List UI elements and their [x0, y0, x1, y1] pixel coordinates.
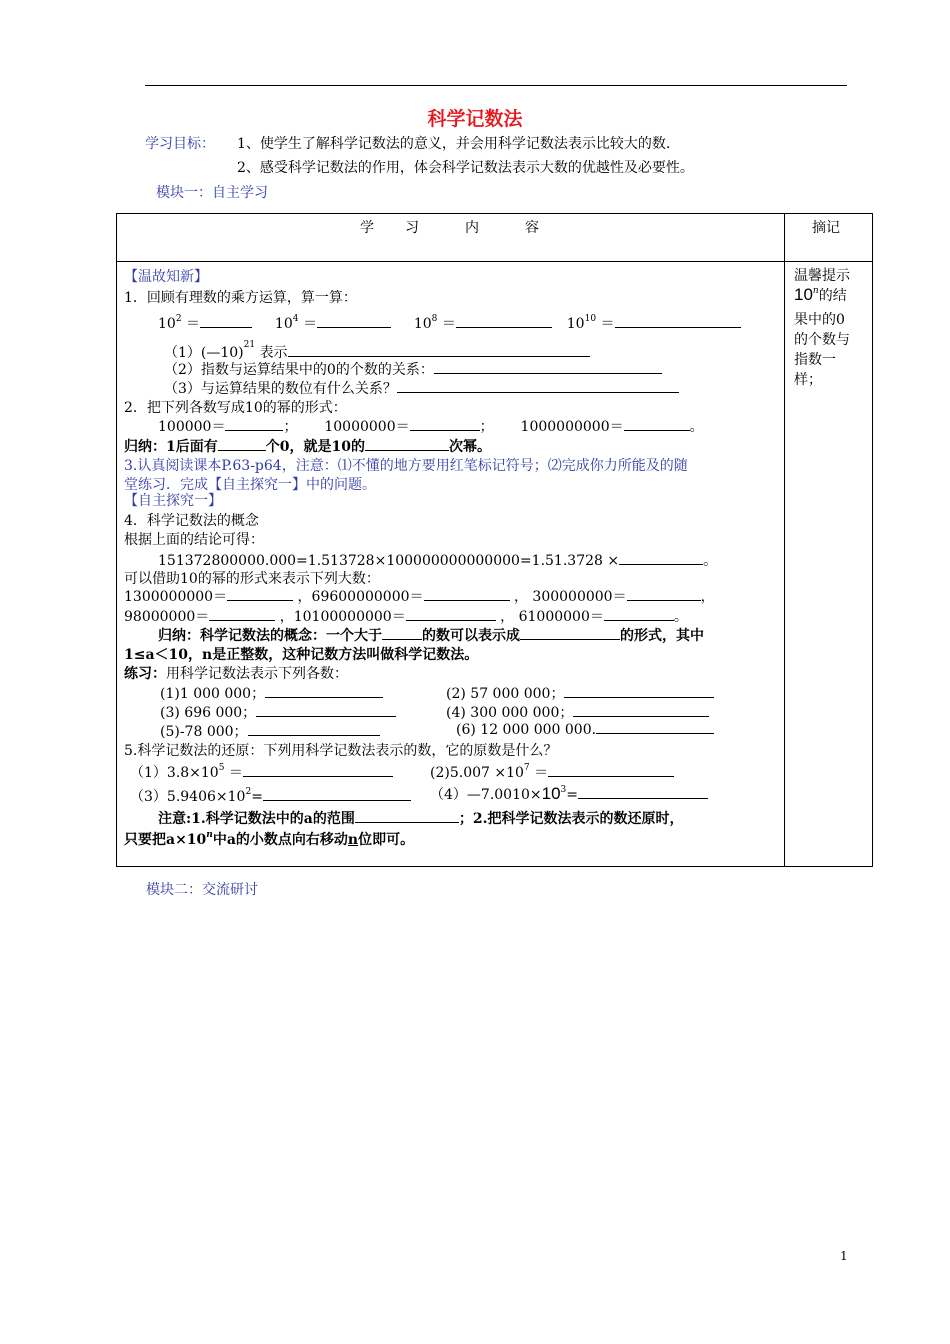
equals-sign: ＝: [186, 316, 201, 332]
def-post: 的形式，其中: [620, 628, 704, 644]
def-mid: 的数可以表示成: [422, 628, 520, 644]
s1-exp: 21: [243, 340, 256, 350]
bn-5: 98000000＝: [124, 609, 210, 625]
note-pre: 注意:1.科学记数法中的a的范围: [158, 811, 355, 827]
answer-blank[interactable]: [596, 721, 714, 734]
notes-power-exp: n: [812, 286, 819, 296]
bn-1: 1300000000＝: [124, 589, 228, 605]
restore-exp: 5: [218, 763, 225, 773]
answer-blank[interactable]: [317, 315, 391, 328]
explore-intro: 可以借助10的幂的形式来表示下列大数：: [124, 571, 380, 587]
restore-text: （4）—7.0010×: [430, 787, 542, 803]
answer-blank[interactable]: [265, 685, 383, 698]
bn-7: ， 61000000＝: [500, 609, 604, 625]
def-pre: 归纳：科学记数法的概念：一个大于: [158, 628, 382, 644]
exercise-text: (3) 696 000；: [160, 705, 257, 721]
exercise-2: [446, 683, 714, 703]
explore-q4: 4．科学记数法的概念: [124, 513, 259, 529]
answer-blank[interactable]: [410, 418, 480, 431]
big-numbers-row-2: [124, 606, 688, 626]
answer-blank[interactable]: [619, 552, 703, 565]
power-4-base: 10: [566, 316, 585, 332]
power-2-base: 10: [274, 316, 293, 332]
page-number: 1: [840, 1249, 848, 1263]
goals-label: 学习目标：: [145, 136, 215, 152]
practice-heading: [124, 663, 348, 683]
review-tag: 【温故知新】: [124, 269, 208, 285]
answer-blank[interactable]: [263, 788, 411, 801]
module1-heading: 模块一：自主学习: [156, 185, 268, 201]
review-q2-items: [158, 416, 704, 436]
answer-blank[interactable]: [243, 764, 393, 777]
s3-text: （3）与运算结果的数位有什么关系？: [164, 381, 397, 397]
review-q1: 1．回顾有理数的乘方运算，算一算：: [124, 290, 357, 306]
summary-mid: 个0，就是10的: [265, 439, 365, 455]
exercise-text: (5)-78 000；: [160, 724, 248, 740]
exercise-5: [160, 721, 380, 741]
restore-1: [130, 762, 393, 782]
restore-base: 10: [541, 784, 561, 803]
answer-blank[interactable]: [548, 764, 674, 777]
reading-instruction-1: 3.认真阅读课本P.63-p64，注意：⑴不懂的地方要用红笔标记符号；⑵完成你力所能及的随: [124, 458, 688, 474]
table-header-divider: [116, 261, 872, 262]
table-column-divider: [784, 213, 785, 866]
answer-blank[interactable]: [355, 810, 459, 823]
restore-exp: 3: [560, 785, 567, 795]
notes-line-6: 样；: [794, 372, 822, 388]
restore-3: [130, 786, 411, 806]
answer-blank[interactable]: [218, 438, 266, 451]
period: 。: [689, 419, 704, 435]
module2-heading: 模块二：交流研讨: [146, 882, 258, 898]
explore-q5: 5.科学记数法的还原：下列用科学记数法表示的数，它的原数是什么？: [124, 743, 558, 759]
practice-text: 用科学记数法表示下列各数：: [166, 666, 348, 682]
answer-blank[interactable]: [225, 418, 283, 431]
answer-blank[interactable]: [382, 627, 422, 640]
explore-derive: 根据上面的结论可得：: [124, 532, 264, 548]
note2-exp: n: [206, 830, 213, 840]
answer-blank[interactable]: [604, 608, 674, 621]
s2-text: （2）指数与运算结果中的0的个数的关系：: [164, 362, 434, 378]
table-header-content: 学 习 内 容: [360, 220, 540, 236]
q2-a: 100000＝: [158, 419, 226, 435]
power-1-exp: 2: [175, 314, 182, 324]
summary-post: 次幂。: [448, 439, 491, 455]
q2-c: 1000000000＝: [520, 419, 624, 435]
example-text: 151372800000.000=1.513728×100000000000000=1.51.3728 ×: [158, 553, 620, 569]
answer-blank[interactable]: [256, 704, 396, 717]
equals-sign: ＝: [441, 316, 456, 332]
review-s2: [164, 359, 662, 379]
s1-text: （1）(—10): [164, 345, 244, 361]
period: 。: [703, 553, 718, 569]
answer-blank[interactable]: [456, 315, 552, 328]
exercise-4: [446, 702, 709, 722]
restore-exp: 7: [523, 763, 530, 773]
answer-blank[interactable]: [227, 588, 293, 601]
power-3-exp: 8: [431, 314, 438, 324]
notes-line-5: 指数一: [794, 352, 836, 368]
power-4-exp: 10: [584, 314, 597, 324]
note2-post: 位即可。: [358, 832, 415, 848]
answer-blank[interactable]: [578, 786, 708, 799]
answer-blank[interactable]: [209, 608, 275, 621]
answer-blank[interactable]: [615, 315, 741, 328]
exercise-text: (2) 57 000 000；: [446, 686, 565, 702]
explore-example: [158, 550, 717, 570]
notes-line-2-rest: 的结: [818, 288, 847, 304]
answer-blank[interactable]: [248, 723, 380, 736]
reading-instruction-2: 堂练习．完成【自主探究一】中的问题。: [124, 477, 376, 493]
header-rule: [145, 85, 847, 86]
powers-row: [158, 313, 741, 333]
note2-n: n: [347, 832, 359, 848]
definition-line-2: 1≤a＜10，n是正整数，这种记数方法叫做科学记数法。: [124, 647, 479, 663]
review-q2: 2．把下列各数写成10的幂的形式：: [124, 400, 347, 416]
bn-6: ，10100000000＝: [279, 609, 406, 625]
exercise-text: (6) 12 000 000 000.: [456, 722, 597, 738]
note-post: ；2.把科学记数法表示的数还原时，: [458, 811, 684, 827]
table-header-notes: 摘记: [812, 220, 840, 236]
notes-line-3: 果中的0: [794, 312, 845, 328]
answer-blank[interactable]: [397, 380, 679, 393]
equals-sign: =: [251, 789, 263, 805]
restore-2: [430, 762, 674, 782]
answer-blank[interactable]: [288, 344, 590, 357]
exercise-text: (4) 300 000 000；: [446, 705, 574, 721]
equals-sign: ＝: [600, 316, 615, 332]
practice-label: 练习：: [124, 666, 166, 682]
notes-line-1: 温馨提示: [794, 268, 850, 284]
answer-blank[interactable]: [520, 627, 620, 640]
review-summary: [124, 436, 491, 456]
bn-2: ，69600000000＝: [297, 589, 424, 605]
equals-sign: =: [566, 787, 579, 803]
answer-blank[interactable]: [573, 704, 709, 717]
answer-blank[interactable]: [424, 588, 510, 601]
exercise-3: [160, 702, 396, 722]
goal-item-1: 1、使学生了解科学记数法的意义，并会用科学记数法表示比较大的数.: [237, 136, 671, 152]
page-title: 科学记数法: [427, 108, 523, 130]
answer-blank[interactable]: [564, 685, 714, 698]
equals-sign: ＝: [228, 765, 243, 781]
note2-mid: 中a的小数点向右移动: [212, 832, 348, 848]
power-1-base: 10: [158, 316, 176, 332]
equals-sign: ＝: [534, 765, 549, 781]
restore-text: (2)5.007 ×10: [430, 765, 524, 781]
restore-4: [430, 784, 708, 804]
semicolon: ；: [283, 419, 298, 435]
power-3-base: 10: [413, 316, 432, 332]
bn-8: 。: [673, 609, 688, 625]
equals-sign: ＝: [302, 316, 317, 332]
restore-text: （1）3.8×10: [130, 765, 219, 781]
bn-3: ， 300000000＝: [513, 589, 627, 605]
note2-pre: 只要把a×10: [124, 832, 207, 848]
note-line-2: [124, 829, 414, 849]
restore-exp: 2: [245, 787, 252, 797]
notes-line-2: [794, 285, 847, 305]
answer-blank[interactable]: [406, 608, 496, 621]
answer-blank[interactable]: [434, 361, 662, 374]
bn-4: ，: [700, 589, 715, 605]
semicolon: ；: [479, 419, 494, 435]
notes-power-base: 10: [794, 285, 813, 304]
answer-blank[interactable]: [624, 418, 690, 431]
answer-blank[interactable]: [200, 315, 252, 328]
q2-b: 10000000＝: [324, 419, 410, 435]
restore-text: （3）5.9406×10: [130, 789, 246, 805]
goal-item-2: 2、感受科学记数法的作用，体会科学记数法表示大数的优越性及必要性。: [237, 160, 694, 176]
notes-line-4: 的个数与: [794, 332, 850, 348]
answer-blank[interactable]: [627, 588, 701, 601]
explore-tag: 【自主探究一】: [124, 493, 222, 509]
power-2-exp: 4: [292, 314, 299, 324]
exercise-text: (1)1 000 000；: [160, 686, 266, 702]
note-line-1: [158, 808, 683, 828]
exercise-6: [456, 721, 714, 738]
review-s3: [164, 378, 679, 398]
big-numbers-row-1: [124, 586, 715, 606]
summary-pre: 归纳：1后面有: [124, 439, 218, 455]
s1-post: 表示: [259, 345, 288, 361]
definition-line-1: [158, 625, 704, 645]
answer-blank[interactable]: [365, 438, 449, 451]
exercise-1: [160, 683, 383, 703]
